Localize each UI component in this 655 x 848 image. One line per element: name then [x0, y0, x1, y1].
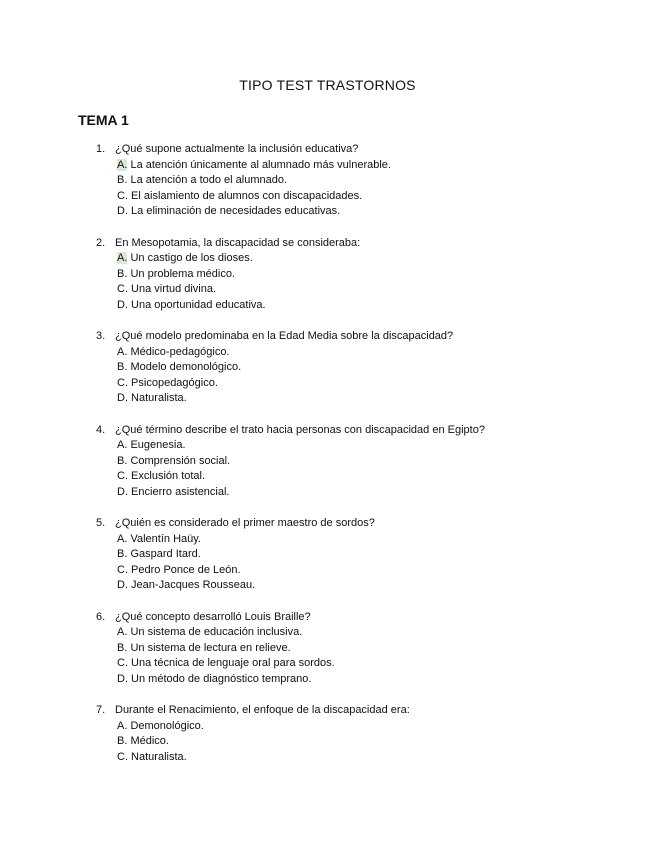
option-letter: C. [117, 657, 128, 669]
option-letter: A. [117, 719, 128, 732]
answer-option [117, 578, 616, 594]
answer-option [117, 454, 616, 470]
document-title: TIPO TEST TRASTORNOS [239, 77, 416, 93]
option-list [96, 438, 616, 500]
question-number: 3. [96, 330, 106, 342]
option-text: La atención únicamente al alumnado más vulnerable. [127, 158, 391, 171]
option-list [96, 532, 616, 594]
option-letter: B. [117, 735, 128, 747]
option-letter: A. [117, 532, 128, 545]
option-text: Psicopedagógico. [128, 376, 218, 389]
option-letter: A. [117, 345, 128, 358]
question-4 [96, 423, 616, 501]
question-6 [96, 610, 616, 688]
answer-option [117, 641, 616, 657]
option-text: Una virtud divina. [128, 283, 217, 295]
option-letter: B. [117, 641, 128, 654]
question-number: 7. [96, 704, 106, 716]
answer-option [117, 719, 616, 735]
question-number: 2. [96, 236, 106, 249]
answer-option [117, 173, 616, 189]
option-text: Naturalista. [128, 392, 187, 404]
option-text: Un castigo de los dioses. [127, 252, 253, 264]
answer-option [117, 485, 616, 501]
option-text: Un sistema de educación inclusiva. [127, 626, 303, 638]
option-letter: C. [117, 750, 128, 763]
option-text: Eugenesia. [127, 439, 186, 451]
option-list [96, 625, 616, 687]
option-letter: B. [117, 174, 128, 186]
option-text: Un problema médico. [127, 267, 236, 280]
question-number: 1. [96, 143, 106, 155]
answer-option [117, 298, 616, 314]
highlighted-option-letter: A. [117, 158, 128, 171]
option-letter: C. [117, 189, 128, 202]
question-7 [96, 703, 616, 765]
option-letter: D. [117, 485, 128, 498]
answer-option [117, 158, 616, 174]
option-text: La atención a todo el alumnado. [127, 174, 288, 186]
option-letter: A. [117, 439, 128, 451]
option-text: Gaspard Itard. [127, 548, 201, 560]
answer-option [117, 672, 616, 688]
answer-option [117, 376, 616, 392]
question-3 [96, 329, 616, 407]
option-list [96, 719, 616, 766]
answer-option [117, 532, 616, 548]
option-letter: B. [117, 454, 128, 467]
question-line [96, 423, 616, 439]
option-letter: C. [117, 376, 128, 389]
question-text: ¿Qué modelo predominaba en la Edad Media sobre la discapacidad? [115, 330, 454, 342]
option-text: Comprensión social. [127, 454, 231, 467]
option-text: Demonológico. [127, 719, 204, 732]
question-number: 4. [96, 423, 106, 436]
question-text: ¿Quién es considerado el primer maestro de sordos? [115, 517, 375, 529]
question-number: 5. [96, 517, 106, 529]
answer-option [117, 282, 616, 298]
answer-option [117, 360, 616, 376]
option-text: Encierro asistencial. [128, 485, 230, 498]
answer-option [117, 189, 616, 205]
option-letter: C. [117, 283, 128, 295]
question-line [96, 703, 616, 719]
answer-option [117, 345, 616, 361]
section-title: TEMA 1 [78, 112, 129, 128]
option-text: Médico. [127, 735, 169, 747]
question-text: Durante el Renacimiento, el enfoque de la discapacidad era: [115, 704, 410, 716]
question-line [96, 610, 616, 626]
option-letter: D. [117, 672, 128, 685]
answer-option [117, 391, 616, 407]
question-line [96, 142, 616, 158]
answer-option [117, 625, 616, 641]
option-letter: D. [117, 579, 128, 591]
question-line [96, 516, 616, 532]
option-letter: D. [117, 205, 128, 217]
answer-option [117, 547, 616, 563]
option-list [96, 158, 616, 220]
option-text: Una técnica de lenguaje oral para sordos. [128, 657, 335, 669]
question-text: ¿Qué concepto desarrolló Louis Braille? [115, 610, 311, 623]
option-text: La eliminación de necesidades educativas. [128, 205, 341, 217]
highlighted-option-letter: A. [117, 252, 128, 264]
option-letter: B. [117, 267, 128, 280]
answer-option [117, 251, 616, 267]
option-letter: A. [117, 626, 128, 638]
answer-option [117, 469, 616, 485]
answer-option [117, 734, 616, 750]
option-list [96, 345, 616, 407]
question-line [96, 329, 616, 345]
question-5 [96, 516, 616, 594]
question-text: En Mesopotamia, la discapacidad se consideraba: [115, 236, 361, 249]
option-list [96, 251, 616, 313]
option-text: Valentín Haüy. [127, 532, 201, 545]
question-number: 6. [96, 610, 106, 623]
answer-option [117, 438, 616, 454]
option-text: Una oportunidad educativa. [128, 298, 266, 311]
option-letter: D. [117, 392, 128, 404]
answer-option [117, 656, 616, 672]
option-letter: B. [117, 361, 128, 373]
option-letter: C. [117, 470, 128, 482]
option-letter: D. [117, 298, 128, 311]
option-text: Modelo demonológico. [127, 361, 242, 373]
option-text: Médico-pedagógico. [127, 345, 230, 358]
option-text: Pedro Ponce de León. [128, 563, 241, 576]
answer-option [117, 563, 616, 579]
question-text: ¿Qué término describe el trato hacia personas con discapacidad en Egipto? [115, 423, 485, 436]
option-text: Un sistema de lectura en relieve. [127, 641, 291, 654]
option-text: Un método de diagnóstico temprano. [128, 672, 312, 685]
option-letter: C. [117, 563, 128, 576]
answer-option [117, 750, 616, 766]
answer-option [117, 267, 616, 283]
question-text: ¿Qué supone actualmente la inclusión educativa? [115, 143, 359, 155]
option-letter: B. [117, 548, 128, 560]
question-line [96, 236, 616, 252]
option-text: Jean-Jacques Rousseau. [128, 579, 256, 591]
option-text: El aislamiento de alumnos con discapacidades. [128, 189, 363, 202]
option-text: Exclusión total. [128, 470, 206, 482]
answer-option [117, 204, 616, 220]
option-text: Naturalista. [128, 750, 187, 763]
question-1 [96, 142, 616, 220]
question-2 [96, 236, 616, 314]
question-list [96, 142, 616, 781]
